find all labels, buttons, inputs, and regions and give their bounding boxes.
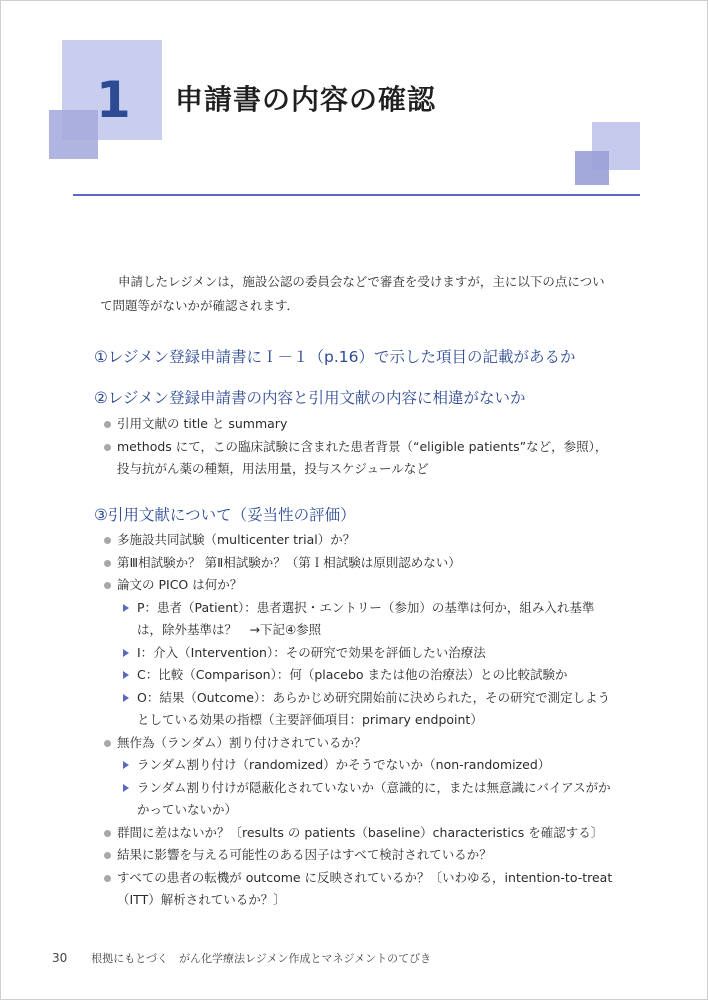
bullet-icon — [104, 582, 111, 589]
chapter-number: 1 — [96, 71, 131, 129]
page-number: 30 — [52, 951, 68, 965]
triangle-bullet-icon — [123, 784, 129, 792]
sub-list-item: O：結果（Outcome）：あらかじめ研究開始前に決められた，その研究で測定しようとしている効果の指標（主要評価項目：primary endpoint） — [121, 687, 616, 732]
decor-square-right-small — [575, 151, 609, 185]
bullet-icon — [104, 852, 111, 859]
list-item: すべての患者の転機が outcome に反映されているか？〔いわゆる，intention-to-treat（ITT）解析されているか？〕 — [104, 867, 616, 912]
bullet-icon — [104, 421, 111, 428]
randomization-list — [117, 754, 616, 822]
list-item: 無作為（ランダム）割り付けされているか？ ランダム割り付け（randomized）かそうでないか（non-randomized） ランダム割り付けが隠蔽化されていないか（意識的に，または無意識にバイアスがかかっていないか） — [104, 732, 616, 822]
bullet-icon — [104, 560, 111, 567]
triangle-bullet-icon — [123, 649, 129, 657]
pico-list — [117, 597, 616, 732]
page-footer — [52, 950, 431, 966]
section-2-heading: ②レジメン登録申請書の内容と引用文献の内容に相違がないか — [94, 389, 526, 407]
sub-list-item: P：患者（Patient）：患者選択・エントリー（参加）の基準は何か，組み入れ基準は，除外基準は？ →下記④参照 — [121, 597, 616, 642]
decor-square-small — [49, 110, 98, 159]
title-rule — [73, 194, 640, 196]
triangle-bullet-icon — [123, 604, 129, 612]
sub-list-item: I：介入（Intervention）：その研究で効果を評価したい治療法 — [121, 642, 616, 665]
section-2-list — [104, 413, 616, 481]
section-1-heading: ①レジメン登録申請書にＩ－１（p.16）で示した項目の記載があるか — [94, 348, 576, 366]
bullet-icon — [104, 740, 111, 747]
list-item: 第Ⅲ相試験か？ 第Ⅱ相試験か？（第Ｉ相試験は原則認めない） — [104, 552, 616, 575]
sub-list-item: C：比較（Comparison）：何（placebo または他の治療法）との比較試験か — [121, 664, 616, 687]
bullet-icon — [104, 444, 111, 451]
chapter-title: 申請書の内容の確認 — [175, 83, 437, 116]
sub-list-item: ランダム割り付け（randomized）かそうでないか（non-randomized） — [121, 754, 616, 777]
sub-list-item: ランダム割り付けが隠蔽化されていないか（意識的に，または無意識にバイアスがかかっていないか） — [121, 777, 616, 822]
section-3-heading: ③引用文献について（妥当性の評価） — [94, 506, 356, 524]
book-title: 根拠にもとづく がん化学療法レジメン作成とマネジメントのてびき — [91, 952, 432, 965]
list-item: 引用文献の title と summary — [104, 413, 616, 436]
list-item: 群間に差はないか？〔results の patients（baseline）characteristics を確認する〕 — [104, 822, 616, 845]
list-item: methods にて，この臨床試験に含まれた患者背景（“eligible patients”など，参照），投与抗がん薬の種類，用法用量，投与スケジュールなど — [104, 436, 616, 481]
list-item: 結果に影響を与える可能性のある因子はすべて検討されているか？ — [104, 844, 616, 867]
triangle-bullet-icon — [123, 761, 129, 769]
bullet-icon — [104, 875, 111, 882]
bullet-icon — [104, 830, 111, 837]
list-item: 論文の PICO は何か？ P：患者（Patient）：患者選択・エントリー（参加）の基準は何か，組み入れ基準は，除外基準は？ →下記④参照 I：介入（Intervention）：その研究で効果を評価したい治療法 C：比較（Comparison）：何（placebo または他の治療法）との比較試験か O：結果（Outcome）：あらかじめ研究開始前に決められた，その研究で測定しようとしている効果の指標（主要評価項目：primary endpoint） — [104, 574, 616, 732]
section-3-list — [104, 529, 616, 912]
bullet-icon — [104, 537, 111, 544]
list-item: 多施設共同試験（multicenter trial）か？ — [104, 529, 616, 552]
triangle-bullet-icon — [123, 671, 129, 679]
triangle-bullet-icon — [123, 694, 129, 702]
intro-paragraph: 申請したレジメンは，施設公認の委員会などで審査を受けますが，主に以下の点について問題等がないかが確認されます． — [100, 274, 605, 313]
